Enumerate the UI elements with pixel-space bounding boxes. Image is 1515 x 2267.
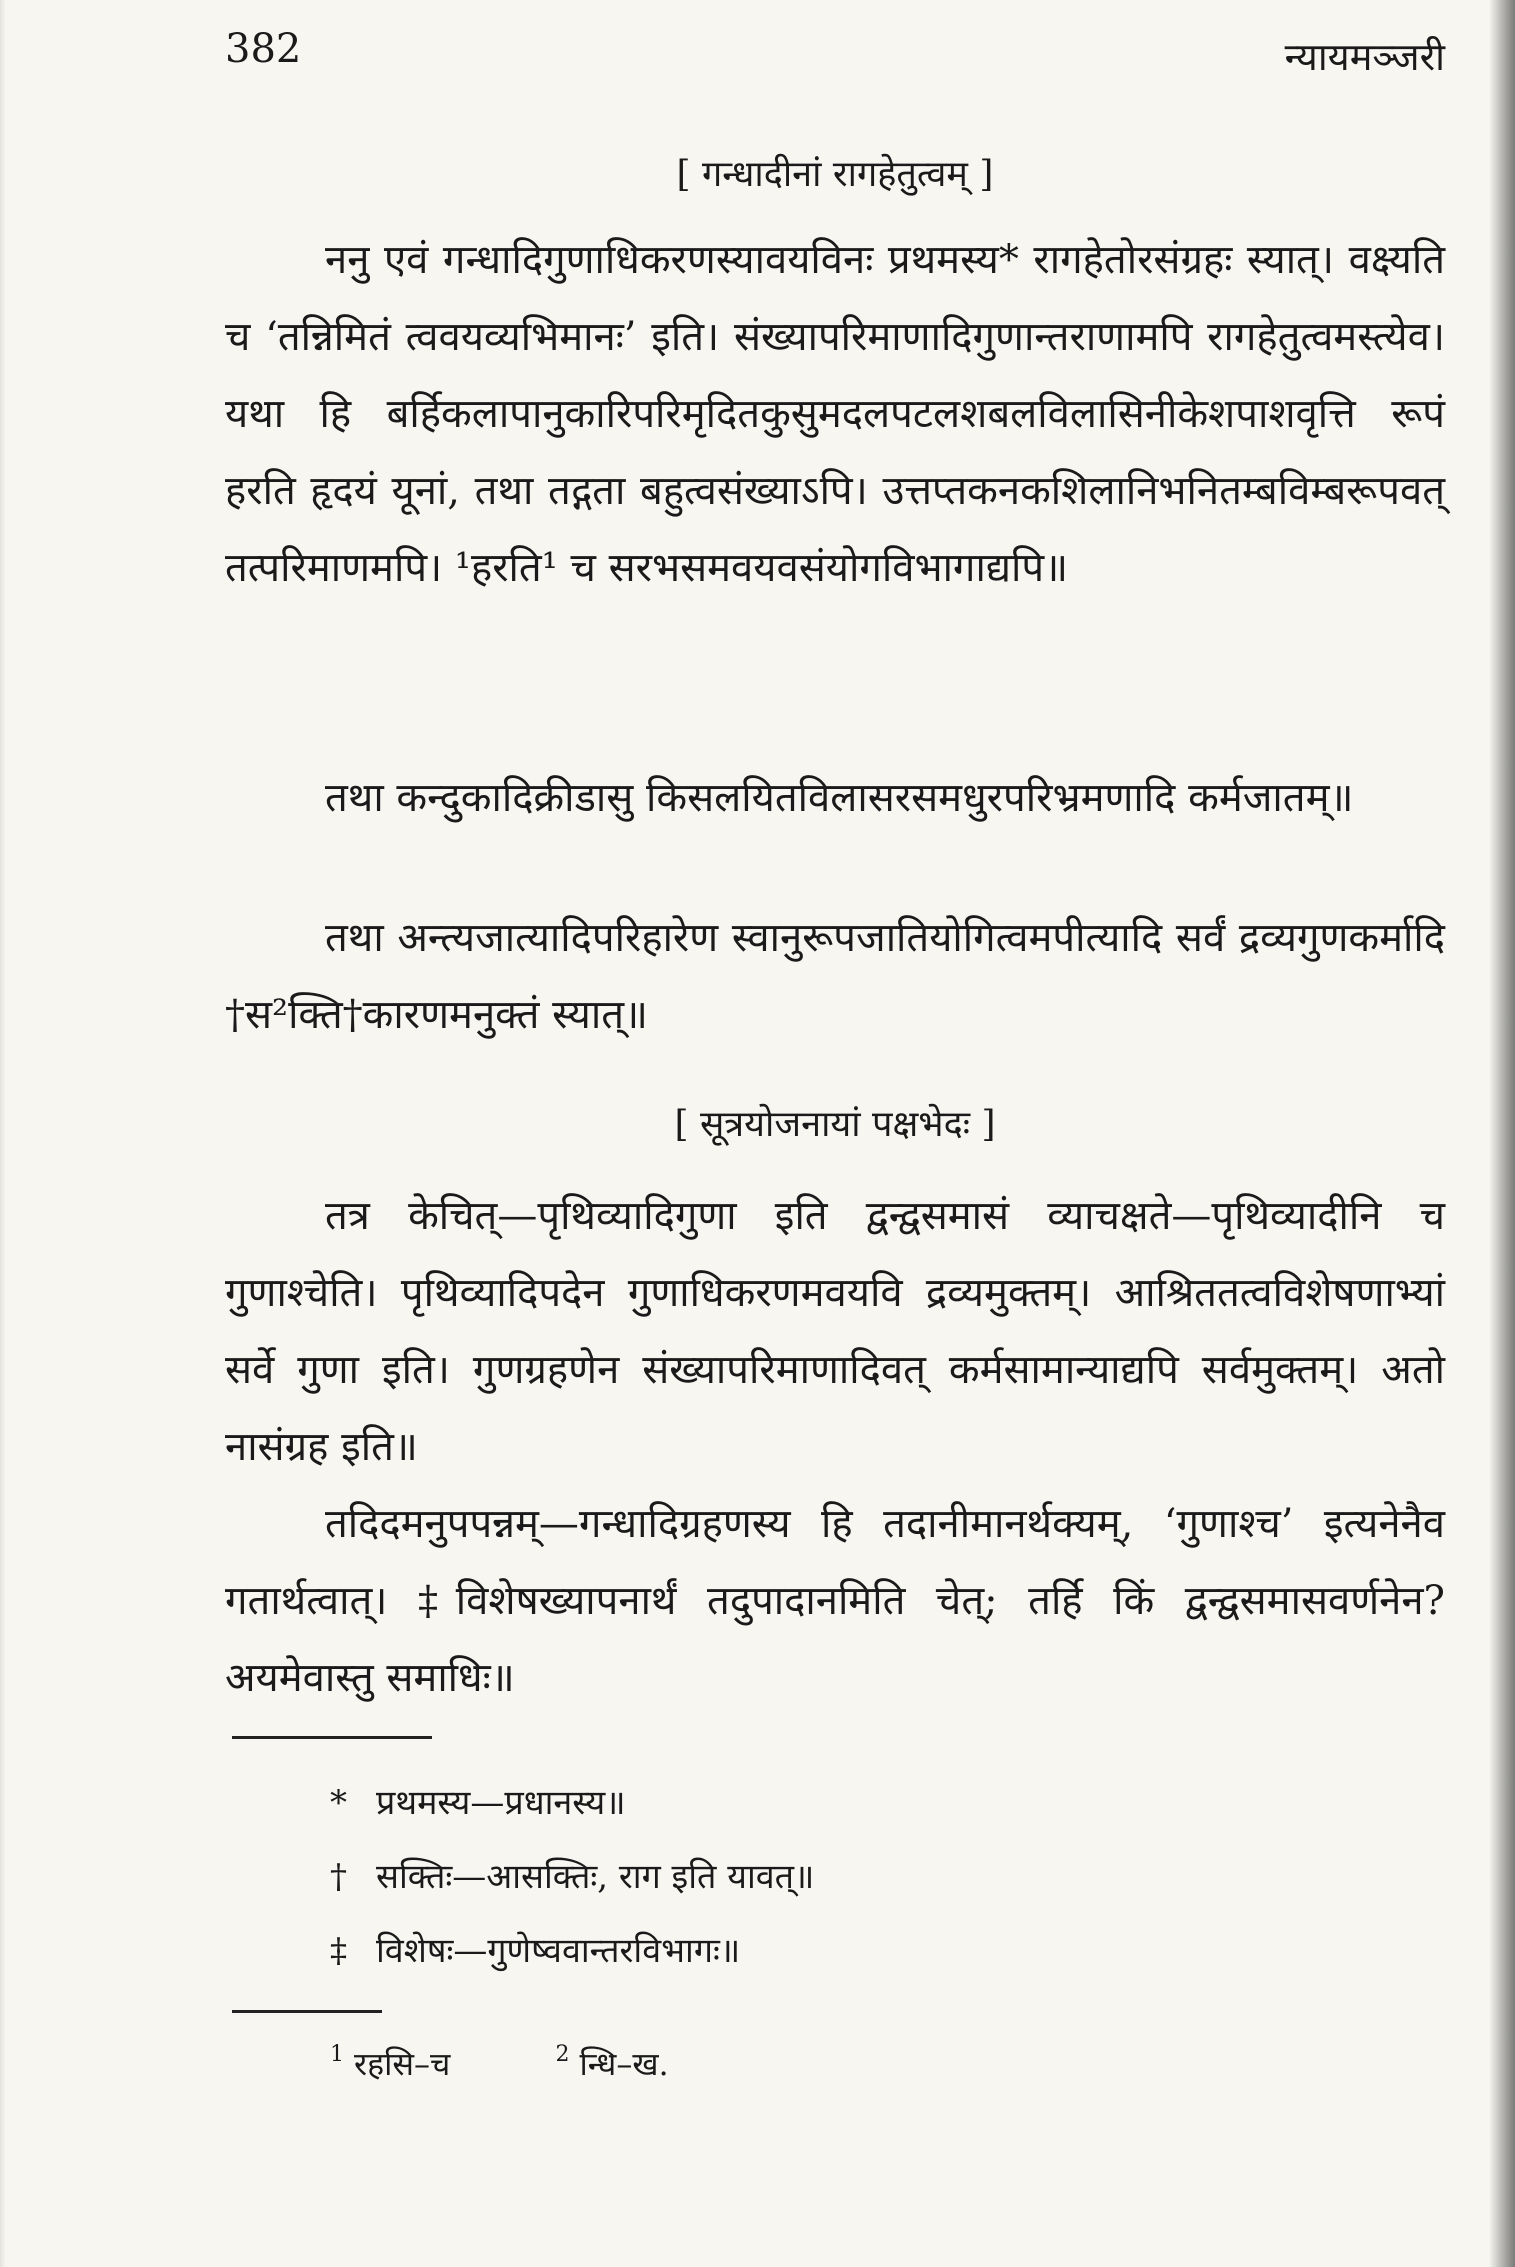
paragraph-3: तथा अन्त्यजात्यादिपरिहारेण स्वानुरूपजातियोगित्वमपीत्यादि सर्वं द्रव्यगुणकर्मादि †स²क्ति†कारणमनुक्तं स्यात्॥ (225, 915, 1445, 1038)
page-binding-shadow (1489, 0, 1515, 2267)
footnote-mark: ‡ (330, 1931, 347, 1971)
footnote-text: सक्तिः—आसक्तिः, राग इति यावत्॥ (376, 1857, 815, 1897)
variant-text: रहसि–च (354, 2045, 451, 2083)
running-title: न्यायमञ्जरी (1284, 35, 1445, 79)
section-heading-2: [ सूत्रयोजनायां पक्षभेदः ] (674, 1104, 996, 1145)
footnote-text: प्रथमस्य—प्रधानस्य॥ (376, 1783, 626, 1823)
page-number: 382 (225, 26, 302, 72)
paragraph-2: तथा कन्दुकादिक्रीडासु किसलयितविलासरसमधुरपरिभ्रमणादि कर्मजातम्॥ (325, 775, 1354, 821)
footnote-2 (330, 1852, 814, 1902)
variant-number: 2 (555, 2042, 570, 2067)
variant-readings (330, 2042, 764, 2085)
variant-separator (232, 2010, 382, 2013)
page-left-edge (0, 0, 6, 2267)
paragraph-1: ननु एवं गन्धादिगुणाधिकरणस्यावयविनः प्रथमस्य* रागहेतोरसंग्रहः स्यात्। वक्ष्यति च ‘तन्निमितं त्ववयव्यभिमानः’ इति। संख्यापरिमाणादिगुणान्तराणामपि रागहेतुत्वमस्त्येव। यथा हि बर्हिकलापानुकारिपरिमृदितकुसुमदलपटलशबलविलासिनीकेशपाशवृत्ति रूपं हरति हृदयं यूनां, तथा तद्गता बहुत्वसंख्याऽपि। उत्तप्तकनकशिलानिभनितम्बविम्बरूपवत् तत्परिमाणमपि। ¹हरति¹ च सरभसमवयवसंयोगविभागाद्यपि॥ (225, 237, 1445, 591)
section-heading-1: [ गन्धादीनां रागहेतुत्वम् ] (676, 154, 994, 195)
footnote-mark: * (330, 1783, 347, 1823)
variant-reading-2 (556, 2042, 669, 2085)
paragraph-4: तत्र केचित्—पृथिव्यादिगुणा इति द्वन्द्वसमासं व्याचक्षते—पृथिव्यादीनि च गुणाश्चेति। पृथिव्यादिपदेन गुणाधिकरणमवयवि द्रव्यमुक्तम्। आश्रिततत्वविशेषणाभ्यां सर्वे गुणा इति। गुणग्रहणेन संख्यापरिमाणादिवत् कर्मसामान्याद्यपि सर्वमुक्तम्। अतो नासंग्रह इति॥ (225, 1193, 1445, 1470)
variant-text: न्धि–ख. (579, 2045, 669, 2083)
footnote-1 (330, 1778, 626, 1828)
variant-reading-1 (330, 2042, 450, 2085)
footnote-3 (330, 1926, 740, 1976)
variant-number: 1 (330, 2042, 344, 2067)
footnote-text: विशेषः—गुणेष्ववान्तरविभागः॥ (376, 1931, 741, 1971)
page-header (225, 26, 1445, 86)
footnote-separator (232, 1736, 432, 1739)
paragraph-5: तदिदमनुपपन्नम्—गन्धादिग्रहणस्य हि तदानीमानर्थक्यम्, ‘गुणाश्च’ इत्यनेनैव गतार्थत्वात्। ‡विशेषख्यापनार्थं तदुपादानमिति चेत्; तर्हि किं द्वन्द्वसमासवर्णनेन? अयमेवास्तु समाधिः॥ (225, 1501, 1445, 1701)
footnote-mark: † (330, 1857, 347, 1897)
